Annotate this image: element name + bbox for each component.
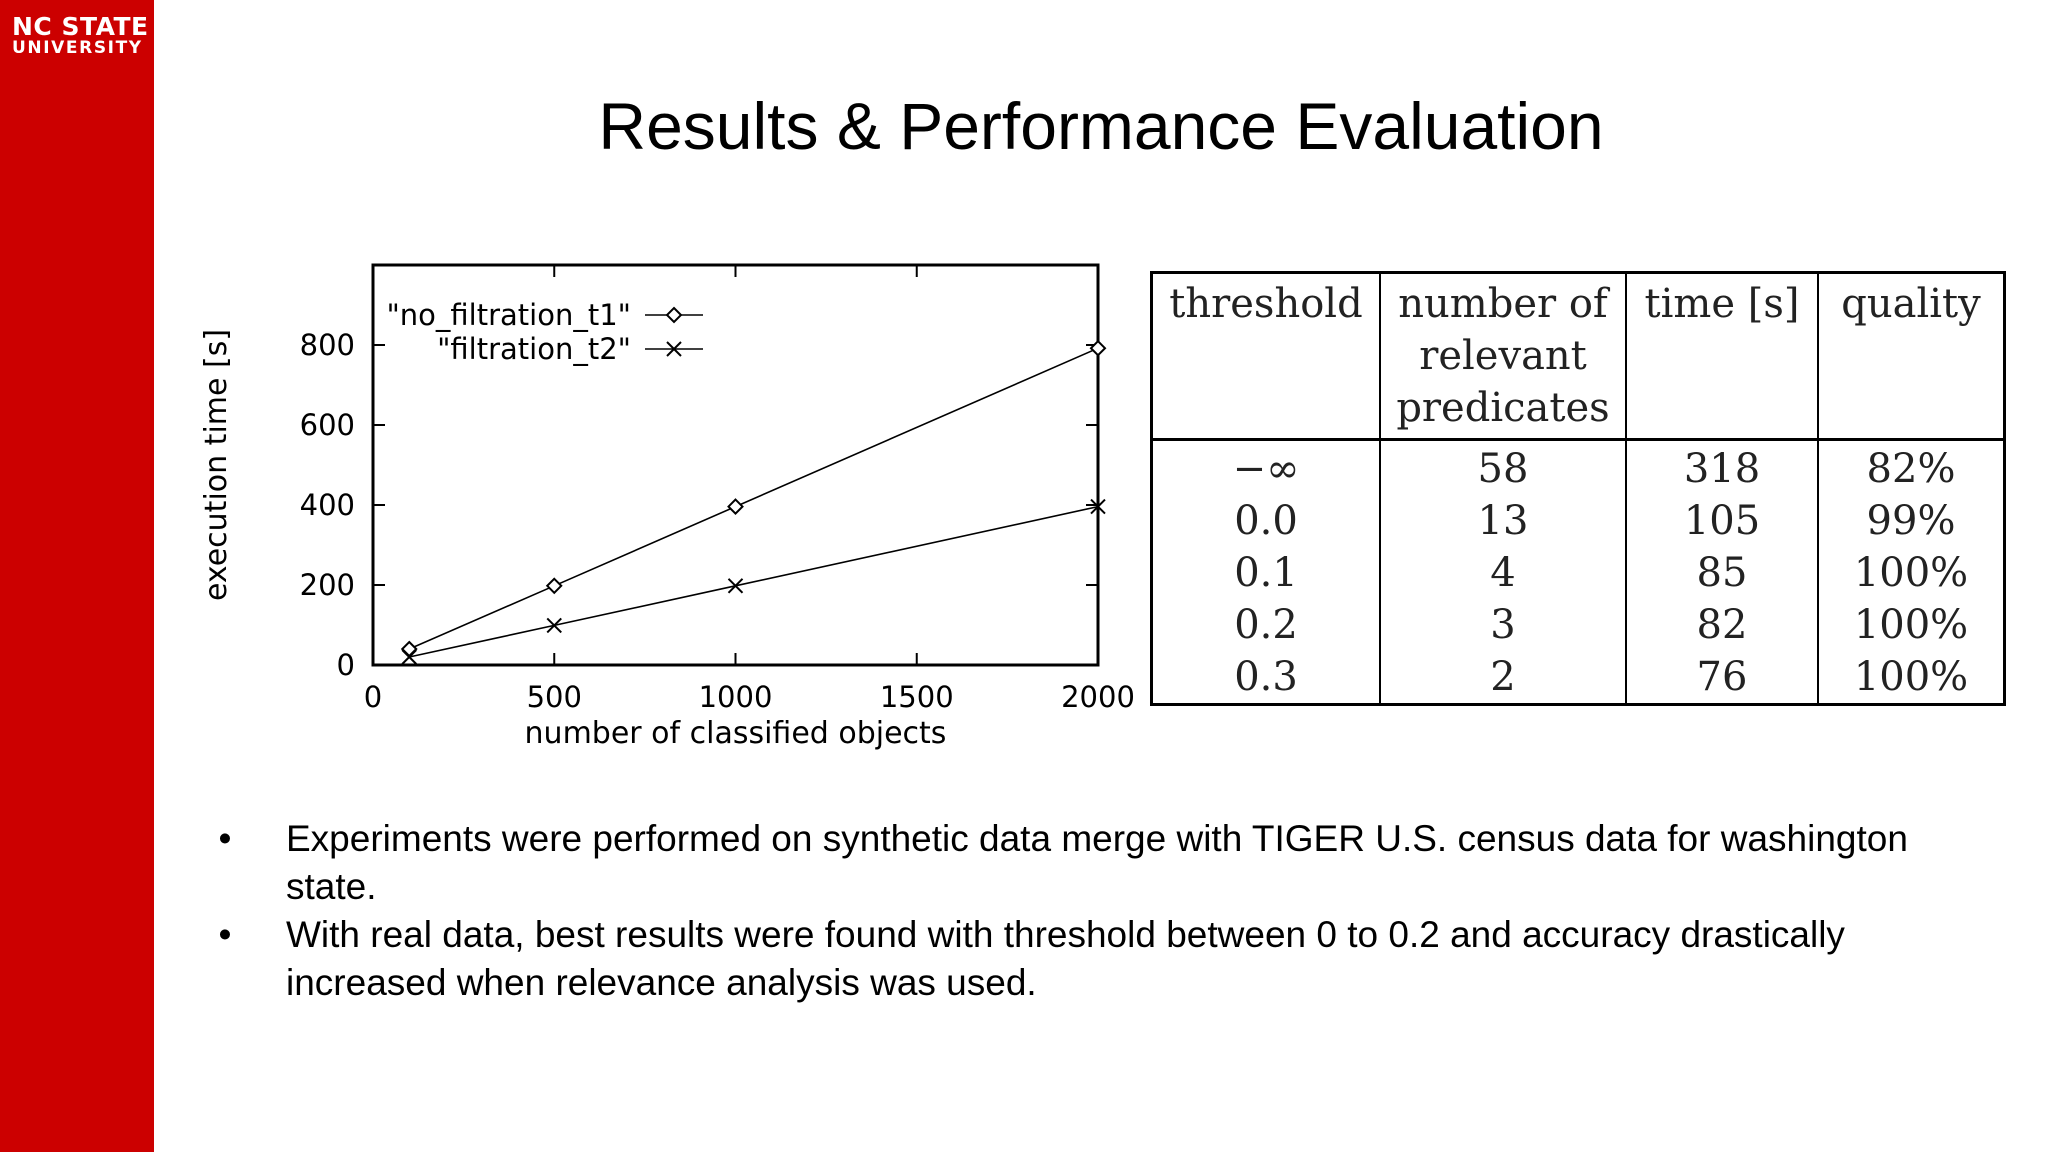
series-line (409, 348, 1098, 649)
bullet-text: Experiments were performed on synthetic data merge with TIGER U.S. census data for washington state. (286, 818, 1908, 907)
x-axis-label: number of classified objects (524, 716, 947, 751)
threshold-results-table (1150, 271, 2006, 706)
sidebar-band (0, 0, 154, 1152)
x-tick-label: 0 (363, 680, 383, 714)
header-time: time [s] (1626, 273, 1818, 440)
cell-quality: 82% (1818, 440, 2005, 496)
table-header-row (1152, 273, 2005, 440)
data-point-diamond (729, 500, 743, 514)
cell-time: 82 (1626, 599, 1818, 651)
header-line: predicates (1396, 385, 1610, 431)
y-tick-label: 800 (299, 328, 355, 362)
y-tick-label: 400 (299, 488, 355, 522)
data-point-diamond (547, 579, 561, 593)
slide-title: Results & Performance Evaluation (598, 89, 1604, 163)
cell-predicates: 13 (1380, 495, 1626, 547)
cell-threshold: 0.3 (1234, 654, 1298, 700)
data-point-cross (547, 618, 561, 632)
cell-predicates: 3 (1380, 599, 1626, 651)
bullet-item (210, 911, 2000, 1007)
legend-label: "no_filtration_t1" (386, 298, 631, 332)
table-row (1152, 651, 2005, 705)
x-tick-label: 500 (526, 680, 582, 714)
table-row (1152, 599, 2005, 651)
legend-label: "filtration_t2" (437, 332, 631, 366)
university-logo (12, 14, 149, 57)
bullet-item (210, 815, 2000, 911)
header-relevant-predicates (1380, 273, 1626, 440)
cell-predicates: 2 (1380, 651, 1626, 705)
table-row (1152, 440, 2005, 496)
execution-time-chart (190, 250, 1150, 770)
cell-threshold: 0.0 (1234, 498, 1298, 544)
table-row (1152, 547, 2005, 599)
cell-quality: 100% (1818, 547, 2005, 599)
logo-line-1: NC STATE (12, 12, 149, 41)
header-line: relevant (1419, 333, 1587, 379)
logo-line-2: UNIVERSITY (12, 38, 143, 58)
table-body (1152, 440, 2005, 705)
data-point-diamond (1091, 341, 1105, 355)
x-tick-label: 1500 (879, 680, 954, 714)
table-row (1152, 495, 2005, 547)
cell-time: 105 (1626, 495, 1818, 547)
x-tick-label: 2000 (1061, 680, 1135, 714)
cell-threshold: 0.1 (1234, 550, 1298, 596)
cell-threshold: 0.2 (1234, 602, 1298, 648)
cell-time: 76 (1626, 651, 1818, 705)
y-tick-label: 200 (299, 568, 355, 602)
header-line: number of (1398, 281, 1608, 327)
cell-quality: 100% (1818, 651, 2005, 705)
data-point-cross (729, 579, 743, 593)
bullet-list (210, 815, 2000, 1007)
cell-predicates: 58 (1380, 440, 1626, 496)
y-tick-label: 600 (299, 408, 355, 442)
cell-threshold: −∞ (1232, 446, 1300, 492)
series-line (409, 507, 1098, 657)
header-quality: quality (1818, 273, 2005, 440)
header-threshold: threshold (1152, 273, 1381, 440)
y-tick-label: 0 (336, 648, 355, 682)
cell-quality: 99% (1818, 495, 2005, 547)
cell-quality: 100% (1818, 599, 2005, 651)
cell-time: 318 (1626, 440, 1818, 496)
y-axis-label: execution time [s] (199, 328, 234, 602)
cell-predicates: 4 (1380, 547, 1626, 599)
cell-time: 85 (1626, 547, 1818, 599)
data-point-diamond (667, 308, 681, 322)
bullet-text: With real data, best results were found with threshold between 0 to 0.2 and accuracy drastically increased when relevance analysis was used. (286, 914, 1845, 1003)
bullet-marker: • (218, 818, 232, 859)
data-point-diamond (402, 642, 416, 656)
bullet-marker: • (218, 914, 232, 955)
x-tick-label: 1000 (698, 680, 773, 714)
